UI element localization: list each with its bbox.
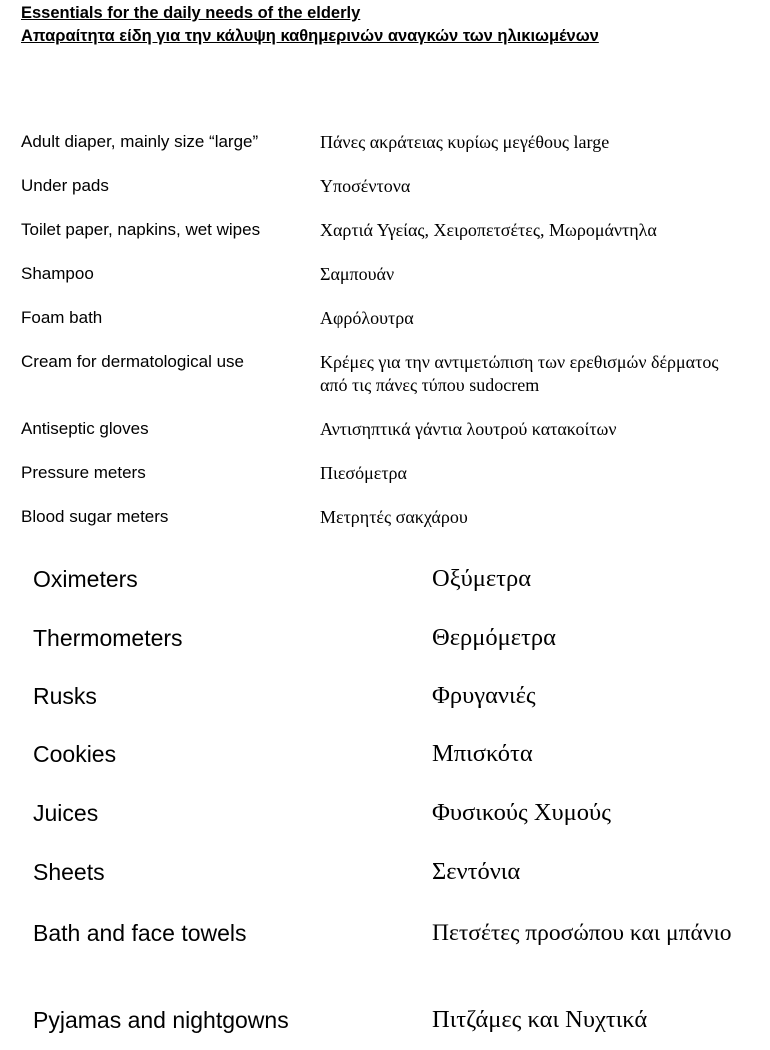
item-greek: Φρυγανιές [432,682,536,709]
item-english: Juices [33,800,99,826]
item-greek: Οξύμετρα [432,565,532,592]
item-greek: Θερμόμετρα [432,624,556,651]
item-english: Cream for dermatological use [21,352,244,371]
item-greek: Αντισηπτικά γάντια λουτρού κατακοίτων [320,419,617,439]
item-english: Blood sugar meters [21,507,169,526]
title-greek: Απαραίτητα είδη για την κάλυψη καθημερινών αναγκών των ηλικιωμένων [21,27,599,45]
item-english: Oximeters [33,566,138,592]
title-english: Essentials for the daily needs of the elderly [21,4,361,22]
item-greek: Μπισκότα [432,740,533,767]
item-english: Thermometers [33,625,183,651]
item-english: Pyjamas and nightgowns [33,1007,289,1033]
item-english: Antiseptic gloves [21,419,149,438]
item-greek: Φυσικούς Χυμούς [432,799,611,826]
item-english: Adult diaper, mainly size “large” [21,132,259,151]
item-greek-continued: από τις πάνες τύπου sudocrem [320,375,540,395]
item-english: Foam bath [21,308,103,327]
item-greek: Πιτζάμες και Νυχτικά [432,1006,648,1033]
item-greek: Πάνες ακράτειας κυρίως μεγέθους large [320,132,610,152]
item-english: Bath and face towels [33,920,247,946]
item-english: Toilet paper, napkins, wet wipes [21,220,261,239]
item-greek: Μετρητές σακχάρου [320,507,468,527]
item-english: Under pads [21,176,109,195]
item-english: Pressure meters [21,463,146,482]
item-greek: Σαμπουάν [320,264,395,284]
item-greek: Κρέμες για την αντιμετώπιση των ερεθισμών δέρματος [320,352,719,372]
item-english: Sheets [33,859,105,885]
item-greek: Πιεσόμετρα [320,463,407,483]
item-greek: Σεντόνια [432,858,521,885]
item-greek: Αφρόλουτρα [320,308,414,328]
item-english: Cookies [33,741,117,767]
item-greek: Πετσέτες προσώπου και μπάνιο [432,920,732,946]
item-greek: Υποσέντονα [320,176,411,196]
item-english: Shampoo [21,264,94,283]
item-greek: Χαρτιά Υγείας, Χειροπετσέτες, Μωρομάντηλα [320,220,657,240]
item-english: Rusks [33,683,97,709]
